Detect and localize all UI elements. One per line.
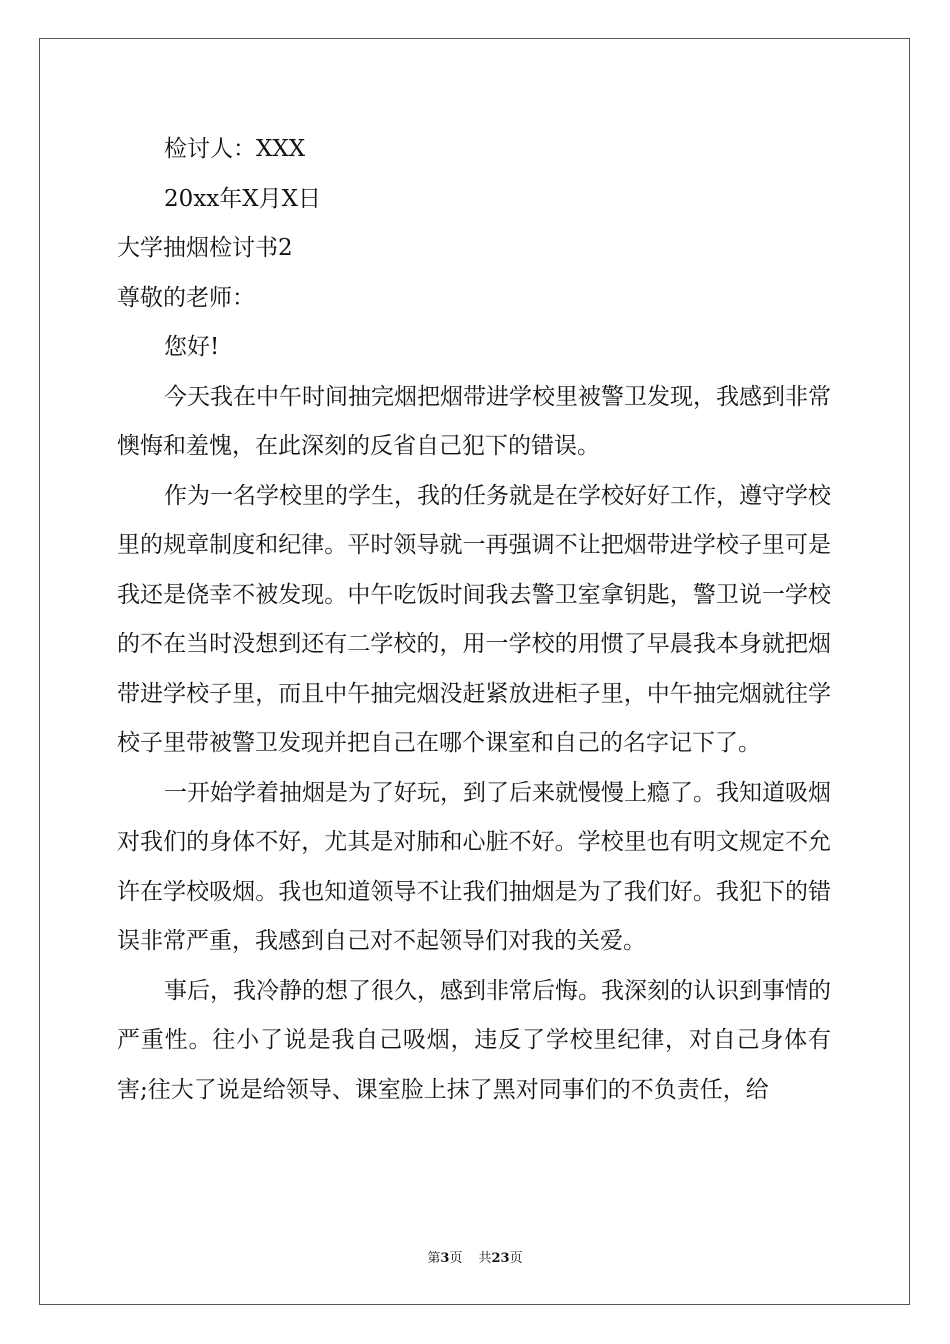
total-prefix: 共 xyxy=(478,1251,492,1266)
total-pages: 23 xyxy=(491,1251,510,1266)
total-suffix: 页 xyxy=(509,1251,523,1266)
salutation: 尊敬的老师： xyxy=(117,284,255,311)
paragraph: 事后，我冷静的想了很久，感到非常后悔。我深刻的认识到事情的严重性。往小了说是我自己吸烟，违反了学校里纪律，对自己身体有害;往大了说是给领导、课室脸上抹了黑对同事们的不负责任，给 xyxy=(117,977,831,1103)
reviewer-line: 检讨人：XXX xyxy=(164,136,306,162)
page-suffix: 页 xyxy=(449,1251,463,1266)
letter-title: 大学抽烟检讨书2 xyxy=(117,235,293,261)
page-number: 3 xyxy=(440,1251,450,1266)
page-footer xyxy=(0,1247,950,1266)
paragraph: 一开始学着抽烟是为了好玩，到了后来就慢慢上瘾了。我知道吸烟对我们的身体不好，尤其是对肺和心脏不好。学校里也有明文规定不允许在学校吸烟。我也知道领导不让我们抽烟是为了我们好。我犯下的错误非常严重，我感到自己对不起领导们对我的关爱。 xyxy=(117,779,831,954)
letter-body xyxy=(117,125,831,1115)
paragraph: 作为一名学校里的学生，我的任务就是在学校好好工作，遵守学校里的规章制度和纪律。平时领导就一再强调不让把烟带进学校子里可是我还是侥幸不被发现。中午吃饭时间我去警卫室拿钥匙，警卫说一学校的不在当时没想到还有二学校的，用一学校的用惯了早晨我本身就把烟带进学校子里，而且中午抽完烟没赶紧放进柜子里，中午抽完烟就往学校子里带被警卫发现并把自己在哪个课室和自己的名字记下了。 xyxy=(117,482,831,756)
greeting: 您好! xyxy=(164,334,220,360)
paragraph: 今天我在中午时间抽完烟把烟带进学校里被警卫发现，我感到非常懊悔和羞愧，在此深刻的反省自己犯下的错误。 xyxy=(117,383,831,459)
date-line: 20xx年X月X日 xyxy=(164,185,321,212)
page-prefix: 第 xyxy=(427,1251,441,1266)
